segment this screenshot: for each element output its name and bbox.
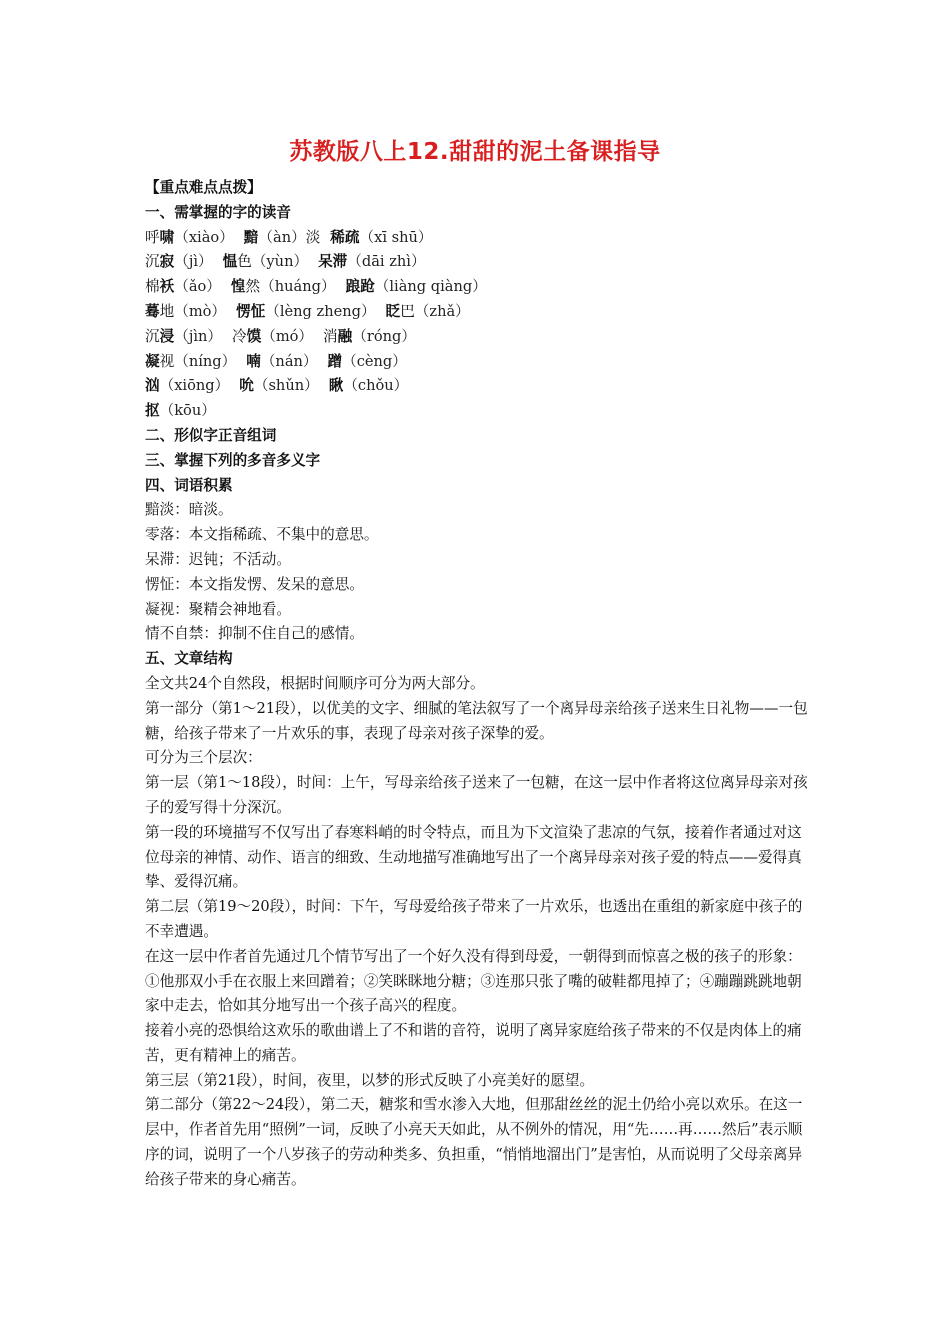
pinyin-text: （kōu） xyxy=(159,402,216,420)
vocab-item: 呆滞：迟钝；不活动。 xyxy=(145,550,291,568)
paragraph: 第二部分（第22～24段），第二天，糖浆和雪水渗入大地，但那甜丝丝的泥土仍给小亮以欢乐。在这一层中，作者首先用“照例”一词，反映了小亮天天如此，从不例外的情况，用“先……再……然后”表示顺序的词，说明了一个八岁孩子的劳动种类多、负担重，“悄悄地溜出门”是害怕，从而说明了父母亲离异给孩子带来的身心痛苦。 xyxy=(145,1096,803,1188)
target-character: 凝 xyxy=(145,352,160,370)
vocab-item: 愣怔：本文指发愣、发呆的意思。 xyxy=(145,575,364,593)
paragraph: 可分为三个层次： xyxy=(145,749,262,767)
word-text: 视 xyxy=(159,352,175,370)
document-body xyxy=(145,176,810,1193)
pronunciation-entry xyxy=(223,253,308,270)
word-text: 沉 xyxy=(145,253,160,271)
pronunciation-entry xyxy=(236,303,376,320)
pinyin-text: （huáng） xyxy=(260,278,336,296)
paragraph: 第一部分（第1～21段），以优美的文字、细腻的笔法叙写了一个离异母亲给孩子送来生日礼物——一包糖，给孩子带来了一片欢乐的事，表现了母亲对孩子深挚的爱。 xyxy=(145,699,808,742)
pronunciation-list xyxy=(145,226,810,424)
pronunciation-entry xyxy=(145,303,226,320)
vocab-item: 黯淡：暗淡。 xyxy=(145,501,233,519)
target-character: 瞅 xyxy=(328,377,344,395)
heading-structure: 五、文章结构 xyxy=(145,650,233,668)
paragraph: 第一段的环境描写不仅写出了春寒料峭的时令特点，而且为下文渲染了悲凉的气氛，接着作者通过对这位母亲的神情、动作、语言的细致、生动地描写准确地写出了一个离异母亲对孩子爱的特点——爱得真挚、爱得沉痛。 xyxy=(145,823,802,891)
word-text: 色 xyxy=(237,253,252,271)
pronunciation-entry xyxy=(244,229,321,246)
pronunciation-row xyxy=(145,374,810,399)
target-character: 黯 xyxy=(243,228,259,246)
paragraph: 在这一层中作者首先通过几个情节写出了一个好久没有得到母爱，一朝得到而惊喜之极的孩子的形象：①他那双小手在衣服上来回蹭着；②笑眯眯地分糖；③连那只张了嘴的破鞋都甩掉了；④蹦蹦跳跳地朝家中走去，恰如其分地写出一个孩子高兴的程度。 xyxy=(145,947,802,1015)
pronunciation-entry xyxy=(145,377,229,394)
pinyin-text: （mò） xyxy=(174,302,227,320)
target-character: 惶 xyxy=(230,278,246,296)
pinyin-text: （zhǎ） xyxy=(414,302,470,320)
heading-polyphonic-characters: 三、掌握下列的多音多义字 xyxy=(145,451,321,469)
heading-similar-characters: 二、形似字正音组词 xyxy=(145,426,277,444)
document-title: 苏教版八上12.甜甜的泥土备课指导 xyxy=(289,139,661,165)
target-character: 呆滞 xyxy=(318,253,348,271)
heading-vocabulary: 四、词语积累 xyxy=(145,476,233,494)
word-text: 沉 xyxy=(145,327,160,345)
pronunciation-entry xyxy=(346,278,487,295)
pronunciation-row xyxy=(145,300,810,325)
pronunciation-entry xyxy=(323,328,416,345)
pronunciation-row xyxy=(145,275,810,300)
pinyin-text: （mó） xyxy=(261,327,314,345)
word-text: 巴 xyxy=(400,302,415,320)
target-character: 融 xyxy=(337,327,353,345)
structure-paragraphs xyxy=(145,672,810,1193)
target-character: 踉跄 xyxy=(345,278,375,296)
pronunciation-row xyxy=(145,399,810,424)
pronunciation-entry xyxy=(328,353,407,370)
pinyin-text: （chǒu） xyxy=(343,377,409,395)
pinyin-text: （liàng qiàng） xyxy=(374,278,487,296)
pronunciation-entry xyxy=(239,377,318,394)
target-character: 寂 xyxy=(159,253,175,271)
pronunciation-row xyxy=(145,350,810,375)
vocab-item: 情不自禁：抑制不住自己的感情。 xyxy=(145,625,364,643)
pinyin-text: （xiào） xyxy=(174,228,234,246)
word-text: 然 xyxy=(245,278,261,296)
paragraph: 第一层（第1～18段），时间：上午，写母亲给孩子送来了一包糖，在这一层中作者将这位离异母亲对孩子的爱写得十分深沉。 xyxy=(145,774,808,816)
target-character: 蓦 xyxy=(145,302,160,320)
paragraph: 接着小亮的恐惧给这欢乐的歌曲谱上了不和谐的音符，说明了离异家庭给孩子带来的不仅是肉体上的痛苦，更有精神上的痛苦。 xyxy=(145,1022,802,1064)
pronunciation-row xyxy=(145,250,810,275)
pronunciation-entry xyxy=(318,253,426,270)
pinyin-text: （cèng） xyxy=(342,352,407,370)
paragraph: 第二层（第19～20段），时间：下午，写母爱给孩子带来了一片欢乐，也透出在重组的新家庭中孩子的不幸遭遇。 xyxy=(145,898,803,940)
word-text: 冷 xyxy=(232,327,247,345)
pinyin-text: （róng） xyxy=(352,327,416,345)
target-character: 蹭 xyxy=(327,352,343,370)
vocabulary-list xyxy=(145,498,810,647)
pinyin-text: （shǔn） xyxy=(253,377,319,395)
target-character: 愣怔 xyxy=(236,302,266,320)
target-character: 眨 xyxy=(385,302,401,320)
pinyin-text: （jì） xyxy=(174,253,213,271)
paragraph: 全文共24个自然段，根据时间顺序可分为两大部分。 xyxy=(145,674,485,692)
section-keypoints-heading: 【重点难点点拨】 xyxy=(145,179,262,196)
target-character: 愠 xyxy=(222,253,238,271)
pinyin-text: （jìn） xyxy=(174,327,222,345)
vocab-item: 凝视：聚精会神地看。 xyxy=(145,600,291,618)
pronunciation-entry xyxy=(145,278,221,295)
vocab-item: 零落：本文指稀疏、不集中的意思。 xyxy=(145,526,379,544)
pinyin-text: （yùn） xyxy=(251,253,309,271)
pronunciation-entry xyxy=(386,303,470,320)
pinyin-text: （ǎo） xyxy=(174,278,221,296)
pronunciation-entry xyxy=(231,278,336,295)
pinyin-text: （níng） xyxy=(174,352,237,370)
target-character: 稀疏 xyxy=(330,228,360,246)
paragraph: 第三层（第21段），时间，夜里，以梦的形式反映了小亮美好的愿望。 xyxy=(145,1071,595,1089)
pronunciation-entry xyxy=(330,229,432,246)
target-character: 馍 xyxy=(246,327,262,345)
pinyin-text: （xī shū） xyxy=(359,228,433,246)
pronunciation-entry xyxy=(145,353,236,370)
pronunciation-entry xyxy=(232,328,313,345)
pronunciation-entry xyxy=(246,353,317,370)
word-text: 消 xyxy=(323,327,338,345)
word-text: 棉 xyxy=(145,278,160,296)
pronunciation-entry xyxy=(145,253,213,270)
target-character: 汹 xyxy=(145,377,160,395)
pinyin-text: （nán） xyxy=(260,352,318,370)
target-character: 啸 xyxy=(159,228,175,246)
pinyin-text: （àn）淡 xyxy=(258,228,321,246)
pronunciation-row xyxy=(145,325,810,350)
target-character: 喃 xyxy=(246,352,261,370)
heading-pronunciation: 一、需掌握的字的读音 xyxy=(145,203,291,221)
pinyin-text: （xiōng） xyxy=(159,377,230,395)
target-character: 袄 xyxy=(159,278,175,296)
pronunciation-row xyxy=(145,226,810,251)
pinyin-text: （dāi zhì） xyxy=(347,253,426,271)
word-text: 地 xyxy=(159,302,175,320)
target-character: 浸 xyxy=(159,327,175,345)
word-text: 呼 xyxy=(145,228,160,246)
pinyin-text: （lèng zheng） xyxy=(265,302,376,320)
target-character: 抠 xyxy=(145,402,160,420)
target-character: 吮 xyxy=(239,377,254,395)
pronunciation-entry xyxy=(145,229,234,246)
pronunciation-entry xyxy=(329,377,409,394)
pronunciation-entry xyxy=(145,402,216,419)
pronunciation-entry xyxy=(145,328,222,345)
